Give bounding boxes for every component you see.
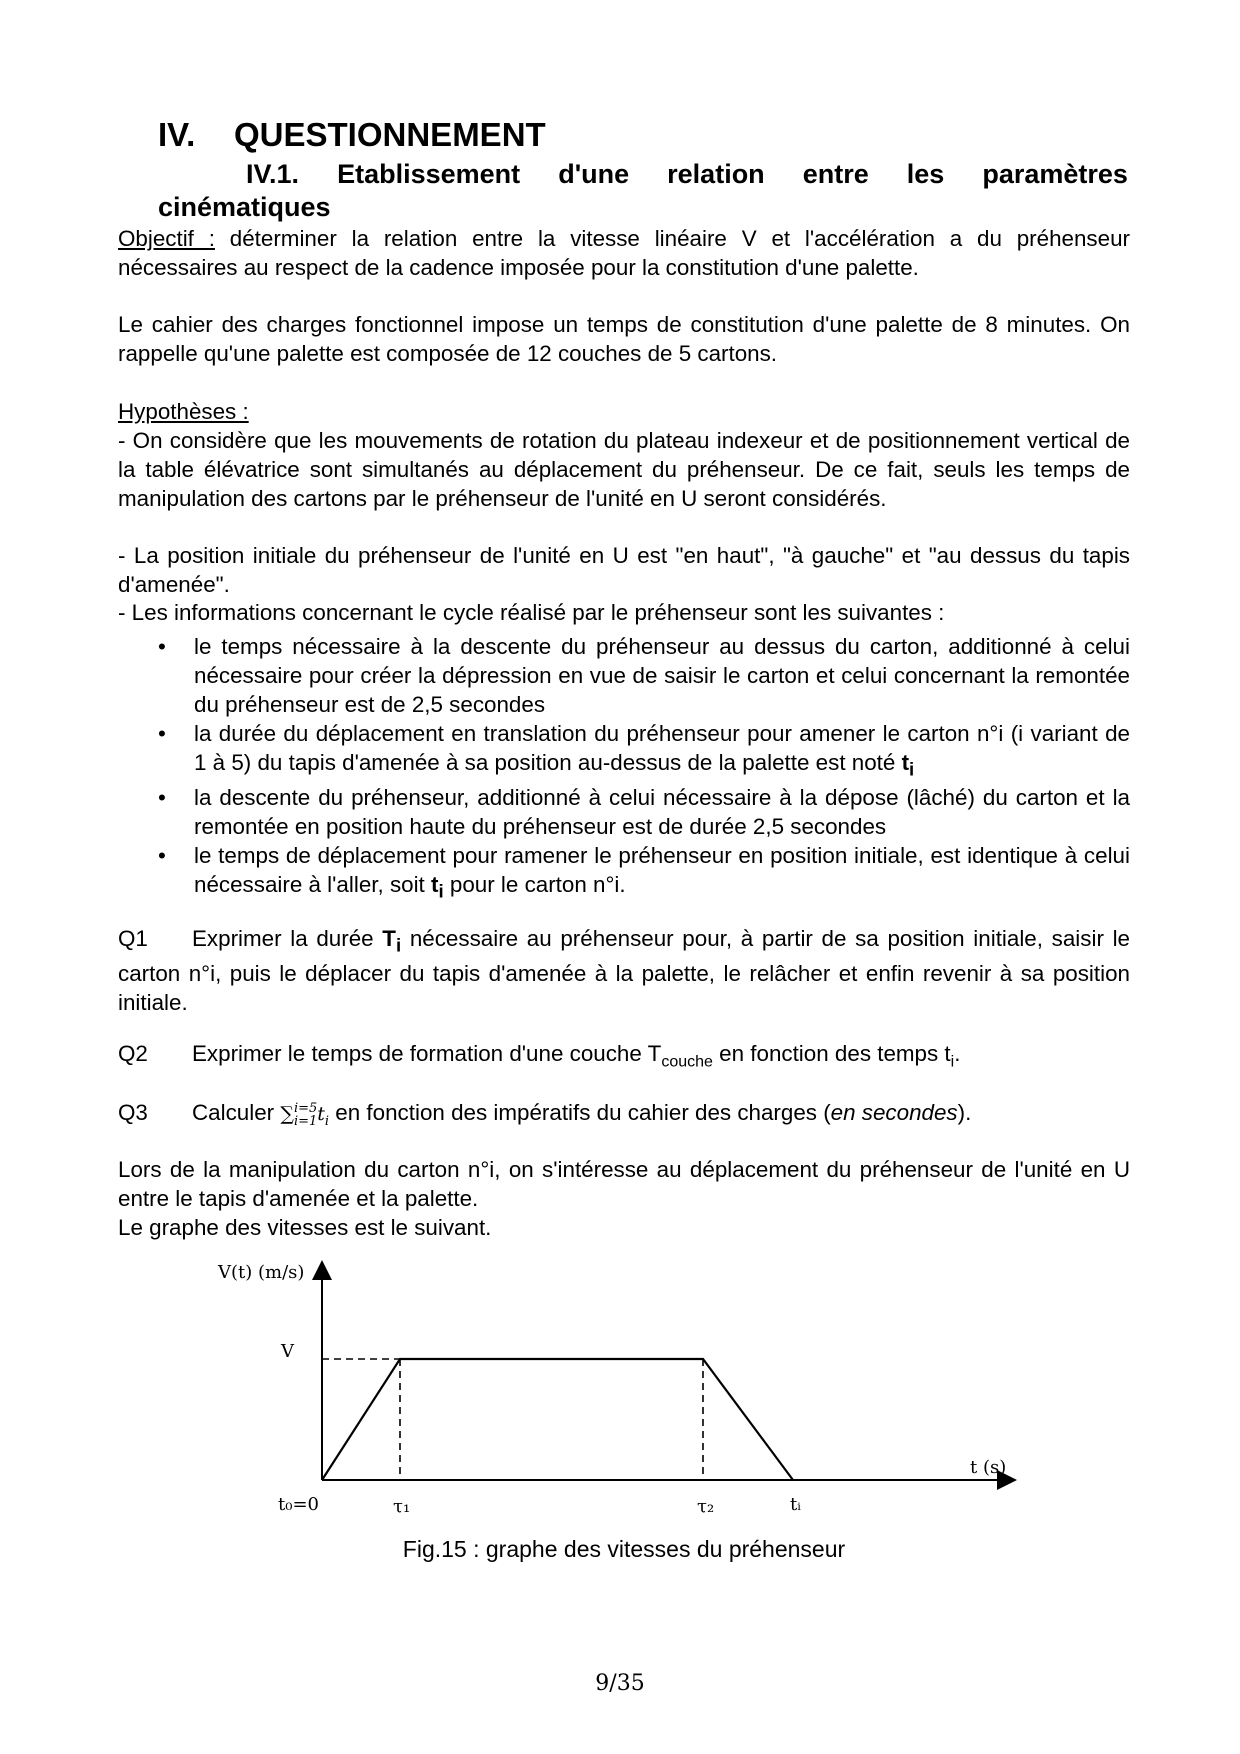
x-tick-label: τ₂ [697, 1496, 715, 1517]
sum-upper-bound: i=5 [293, 1101, 318, 1116]
variable-t: t [901, 750, 910, 775]
hypothesis-2: - La position initiale du préhenseur de l'unité en U est "en haut", "à gauche" et "au dessus du tapis d'amenée". [118, 543, 1130, 597]
bullet-dot-icon: • [158, 843, 166, 869]
objectif-text: déterminer la relation entre la vitesse linéaire V et l'accélération a du préhenseur nécessaires au respect de la cadence imposée pour la constitution d'une palette. [118, 226, 1130, 280]
hypothesis-3: - Les informations concernant le cycle réalisé par le préhenseur sont les suivantes : [118, 600, 945, 625]
subsection-word: d'une [558, 159, 630, 189]
subsection-word: entre [802, 159, 869, 189]
question-italic: en secondes [830, 1100, 958, 1125]
sum-variable-subscript: i [324, 1113, 330, 1129]
section-number: IV. [158, 116, 196, 153]
variable-t: t [431, 872, 439, 898]
bullet-dot-icon: • [158, 785, 166, 811]
figure-caption: Fig.15 : graphe des vitesses du préhenseur [402, 1536, 846, 1562]
manip-paragraph: Lors de la manipulation du carton n°i, on s'intéresse au déplacement du préhenseur de l'unité en U entre le tapis d'amenée et la palette. [118, 1157, 1130, 1211]
subsection-word: IV.1. [246, 159, 300, 189]
hypothesis-1: - On considère que les mouvements de rotation du plateau indexeur et de positionnement vertical de la table élévatrice sont simultanés au déplacement du préhenseur. De ce fait, seuls les temps de manipulation des cartons par le préhenseur de l'unité en U seront considérés. [118, 428, 1130, 511]
question-text: ). [957, 1100, 972, 1125]
page-number: 9/35 [595, 1671, 645, 1696]
variable-subscript: i [395, 934, 402, 956]
subsection-word: relation [667, 159, 765, 189]
bullet-text: la descente du préhenseur, additionné à celui nécessaire à la dépose (lâché) du carton et la remontée en position haute du préhenseur est de durée 2,5 secondes [194, 785, 1130, 840]
question-text: nécessaire au préhenseur pour, à partir de sa position initiale, saisir le carton n°i, puis le déplacer du tapis d'amenée à la palette, le relâcher et enfin revenir à sa position initiale. [118, 926, 1130, 1016]
x-tick-label: τ₁ [393, 1496, 411, 1517]
y-axis-label: V(t) (m/s) [218, 1262, 305, 1283]
variable-subscript: i [950, 1053, 955, 1071]
variable-T: T [382, 926, 396, 951]
x-tick-label: t₀=0 [278, 1494, 319, 1515]
graph-intro: Le graphe des vitesses est le suivant. [118, 1215, 492, 1240]
variable-subscript: i [438, 880, 444, 902]
variable-subscript: i [909, 758, 915, 780]
question-text: Calculer [192, 1100, 281, 1125]
bullet-text: le temps de déplacement pour ramener le préhenseur en position initiale, est identique à celui nécessaire à l'aller, soit [194, 843, 1130, 898]
bullet-dot-icon: • [158, 634, 166, 659]
bullet-text: la durée du déplacement en translation du préhenseur pour amener le carton n°i (i variant de 1 à 5) du tapis d'amenée à sa position au-dessus de la palette est noté [194, 721, 1130, 775]
question-text: Exprimer la durée [192, 926, 383, 951]
question-number: Q2 [118, 1041, 148, 1066]
y-tick-label: V [281, 1341, 294, 1362]
subsection-line2: cinématiques [158, 192, 331, 222]
sum-symbol: ∑ [280, 1103, 294, 1125]
question-number: Q3 [118, 1100, 148, 1125]
sum-lower-bound: i=1 [293, 1114, 318, 1129]
bullet-text-end: pour le carton n°i. [443, 872, 626, 898]
variable-subscript: couche [661, 1053, 713, 1071]
velocity-series-line [322, 1359, 793, 1480]
section-title: QUESTIONNEMENT [234, 116, 546, 153]
sum-variable: t [317, 1103, 325, 1125]
question-number: Q1 [118, 926, 148, 951]
hypotheses-label-text: Hypothèses : [118, 399, 249, 424]
question-text: en fonction des temps t [712, 1041, 951, 1066]
question-text: . [954, 1041, 961, 1066]
objectif-label: Objectif : [118, 226, 215, 251]
question-text: en fonction des impératifs du cahier des charges ( [329, 1100, 831, 1125]
question-text: Exprimer le temps de formation d'une couche T [192, 1041, 662, 1066]
x-axis-label: t (s) [970, 1457, 1007, 1478]
cahier-paragraph: Le cahier des charges fonctionnel impose un temps de constitution d'une palette de 8 minutes. On rappelle qu'une palette est composée de 12 couches de 5 cartons. [118, 312, 1130, 366]
subsection-word: Etablissement [337, 159, 521, 189]
subsection-word: les [906, 159, 945, 189]
x-tick-label: tᵢ [790, 1494, 801, 1515]
subsection-word: paramètres [982, 159, 1128, 189]
bullet-dot-icon: • [158, 721, 166, 746]
bullet-text: le temps nécessaire à la descente du préhenseur au dessus du carton, additionné à celui nécessaire pour créer la dépression en vue de saisir le carton et celui concernant la remontée du préhenseur est de 2,5 secondes [194, 634, 1130, 717]
